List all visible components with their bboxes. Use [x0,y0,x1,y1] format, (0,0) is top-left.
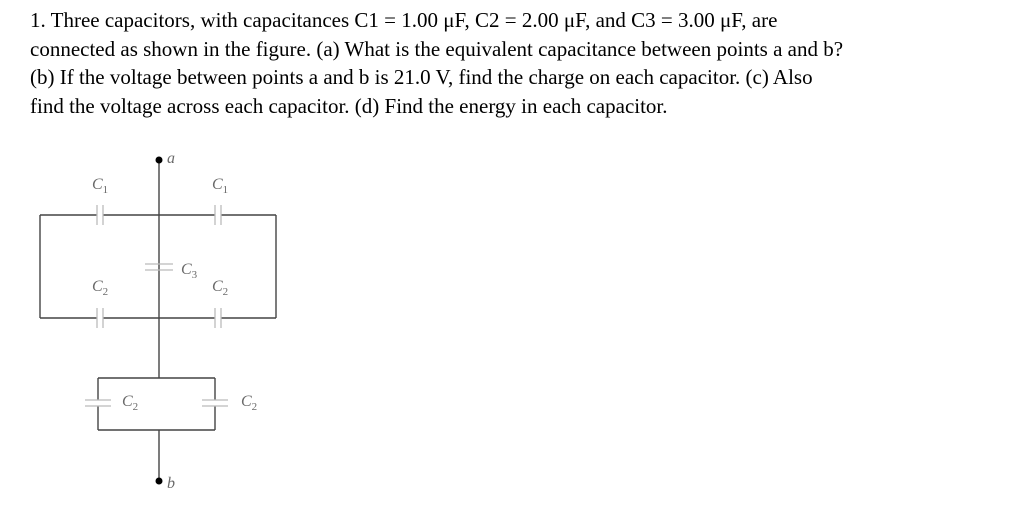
terminal-a-label: a [167,150,175,167]
terminal-b-label: b [167,475,175,492]
label-c2-bottom-right: $C_2$ [241,393,258,413]
capacitor-c2-right [215,308,221,328]
problem-number: 1. [30,8,46,32]
capacitor-c2-left [97,308,103,328]
label-c1-left: $C_1$ [92,176,109,196]
label-c2-left: $C_2$ [92,278,109,298]
problem-line-1-text: Three capacitors, with capacitances C1 = 1.00 μF, C2 = 2.00 μF, and C3 = 3.00 μF, are [50,8,778,32]
label-c2-bottom-left: $C_2$ [122,393,139,413]
problem-line-3: (b) If the voltage between points a and b is 21.0 V, find the charge on each capacitor. (c) Also [30,65,813,89]
capacitor-c2-bottom-left [85,400,111,406]
capacitor-c1-right [215,205,221,225]
label-c1-right: $C_1$ [212,176,229,196]
problem-line-2: connected as shown in the figure. (a) What is the equivalent capacitance between points a and b? [30,36,844,61]
capacitor-c1-left [97,205,103,225]
capacitor-c2-bottom-right [202,400,228,406]
problem-line-4: find the voltage across each capacitor. (d) Find the energy in each capacitor. [30,93,668,118]
terminal-b-dot [156,478,163,485]
label-c2-right: $C_2$ [212,278,229,298]
terminal-a-dot [156,157,163,164]
label-c3: $C_3$ [181,261,198,281]
